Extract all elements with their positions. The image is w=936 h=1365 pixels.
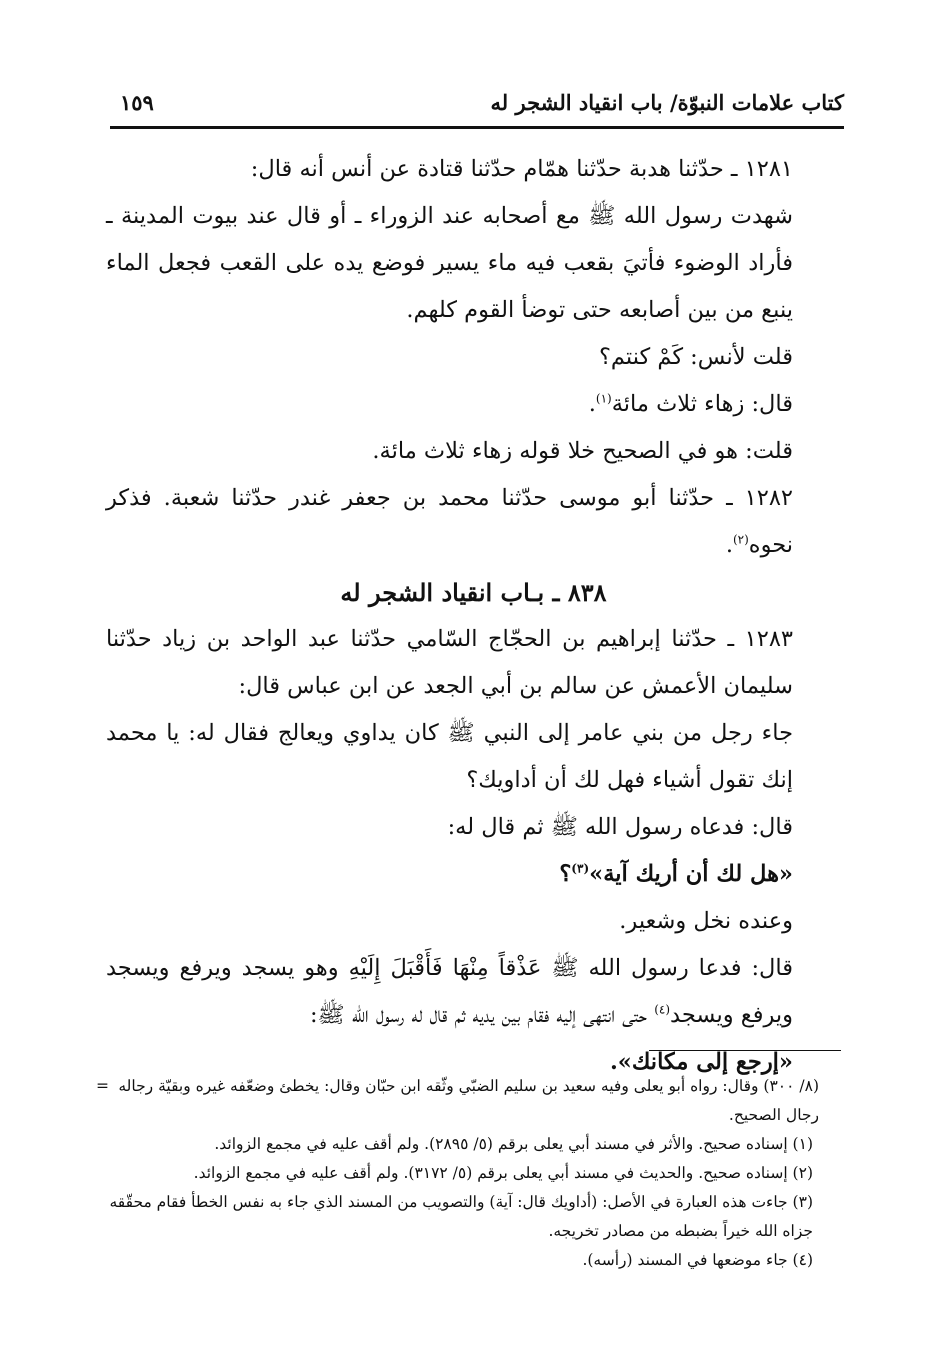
hadith-1282-end: .	[725, 532, 733, 558]
page-header	[120, 86, 844, 126]
footnote-rule	[649, 1050, 841, 1051]
main-text	[106, 146, 841, 1086]
running-title: كتاب علامات النبوّة/ باب انقياد الشجر له	[490, 90, 844, 115]
prophet-quote-2: «إرجع إلى مكانك».	[609, 1049, 793, 1075]
editor-comment: قلت: هو في الصحيح خلا قوله زهاء ثلاث مائة.	[372, 438, 793, 464]
hadith-1281-chain: ١٢٨١ ـ حدّثنا هدبة حدّثنا همّام حدّثنا قتادة عن أنس أنه قال:	[250, 156, 793, 182]
footnote-1: (١) إسناده صحيح. والأثر في مسند أبي يعلى برقم (٥/ ٢٨٩٥). ولم أقف عليه في مجمع الزوائد.	[214, 1135, 813, 1153]
narration-line-3-a: قال: فدعا رسول الله ﷺ عَذْقاً مِنْهَا فَأَقْبَلَ إِلَيْهِ وهو يسجد ويرفع ويسجد ويرفع ويسجد	[106, 955, 793, 1028]
chapter-heading: ٨٣٨ ـ بـاب انقياد الشجر له	[340, 578, 607, 607]
narration-line-2: وعنده نخل وشعير.	[619, 908, 793, 934]
continuation-mark: =	[96, 1077, 109, 1095]
footnote-continuation-text: (٨/ ٣٠٠) وقال: رواه أبو يعلى وفيه سعيد بن سليم الضبّي وثّقه ابن حبّان وقال: يخطئ وضعّفه غيره وبقيّة رجاله رجال الصحيح.	[118, 1077, 819, 1124]
footnote-4: (٤) جاء موضعها في المسند (رأسه).	[582, 1251, 813, 1269]
narration-line-3	[106, 945, 841, 1039]
answer-text: قال: زهاء ثلاث مائة	[611, 391, 793, 417]
answer-line	[106, 381, 841, 428]
narration-line: قال: فدعاه رسول الله ﷺ ثم قال له:	[447, 814, 793, 840]
footnotes	[96, 1072, 841, 1275]
page-number: ١٥٩	[120, 90, 154, 115]
prophet-quote-1-text: «هل لك أن أريك آية»	[589, 861, 793, 887]
footnote-continuation	[96, 1072, 841, 1130]
footnote-ref-1: (١)	[595, 391, 612, 406]
hadith-1282-text: ١٢٨٢ ـ حدّثنا أبو موسى حدّثنا محمد بن جعفر غندر حدّثنا شعبة. فذكر نحوه	[106, 485, 793, 558]
footnote-ref-4: (٤)	[654, 1002, 671, 1017]
prophet-quote-1-end: ؟	[559, 861, 572, 887]
footnote-ref-2: (٢)	[732, 532, 749, 547]
answer-end: .	[588, 391, 596, 417]
prophet-quote-1	[106, 851, 841, 898]
footnote-2: (٢) إسناده صحيح. والحديث في مسند أبي يعلى برقم (٥/ ٣١٧٢). ولم أقف عليه في مجمع الزوائد.	[193, 1164, 813, 1182]
hadith-1281-text: شهدت رسول الله ﷺ مع أصحابه عند الزوراء ـ أو قال عند بيوت المدينة ـ فأراد الوضوء فأتيَ بقعب فيه ماء يسير فوضع يده على القعب فجعل الماء ينبع من بين أصابعه حتى توضأ القوم كلهم.	[106, 203, 793, 323]
hadith-1282	[106, 475, 841, 569]
question-line: قلت لأنس: كَمْ كنتم؟	[598, 344, 793, 370]
narration-line-3-b: حتى انتهى إليه فقام بين يديه ثم قال له رسول الله ﷺ:	[309, 1002, 655, 1028]
header-rule	[110, 126, 844, 129]
hadith-1283-chain: ١٢٨٣ ـ حدّثنا إبراهيم بن الحجّاج السّامي حدّثنا عبد الواحد بن زياد حدّثنا سليمان الأعمش عن سالم بن أبي الجعد عن ابن عباس قال:	[106, 626, 793, 699]
hadith-1283-text: جاء رجل من بني عامر إلى النبي ﷺ كان يداوي ويعالج فقال له: يا محمد إنك تقول أشياء فهل لك أن أداويك؟	[106, 720, 793, 793]
footnote-ref-3: (٣)	[571, 861, 590, 876]
footnote-3: (٣) جاءت هذه العبارة في الأصل: (أداويك قال: آية) والتصويب من المسند الذي جاء به نفس الخطأ فقام محقّقه جزاه الله خيراً بضبطه من مصادر تخريجه.	[109, 1193, 813, 1240]
